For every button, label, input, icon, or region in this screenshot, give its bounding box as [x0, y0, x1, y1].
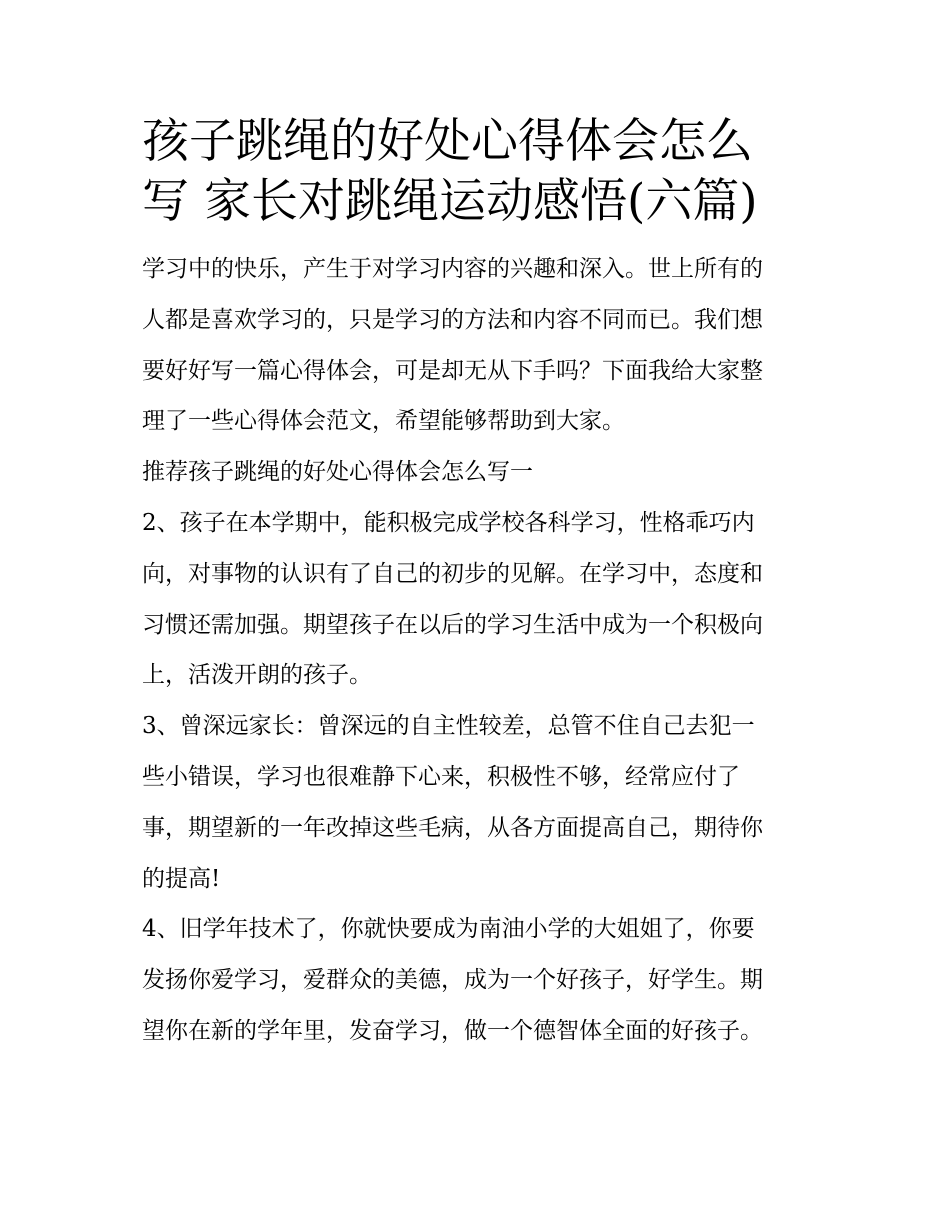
text-line: 要好好写一篇心得体会，可是却无从下手吗？下面我给大家整 — [142, 357, 763, 384]
title-line-2: 写 家长对跳绳运动感悟(六篇) — [142, 174, 758, 229]
text-line: 习惯还需加强。期望孩子在以后的学习生活中成为一个积极向 — [142, 611, 763, 638]
document-page — [142, 112, 814, 1057]
text-line: 发扬你爱学习，爱群众的美德，成为一个好孩子，好学生。期 — [142, 967, 763, 994]
text-line: 望你在新的学年里，发奋学习，做一个德智体全面的好孩子。 — [142, 1017, 763, 1044]
text-line: 理了一些心得体会范文，希望能够帮助到大家。 — [142, 408, 625, 435]
intro-paragraph — [142, 244, 814, 447]
item-3-paragraph — [142, 701, 814, 904]
text-line: 2、孩子在本学期中，能积极完成学校各科学习，性格乖巧内 — [142, 509, 755, 536]
item-4-paragraph — [142, 904, 814, 1056]
text-line: 3、曾深远家长：曾深远的自主性较差，总管不住自己去犯一 — [142, 713, 755, 740]
text-line: 的提高! — [142, 865, 221, 892]
text-line: 事，期望新的一年改掉这些毛病，从各方面提高自己，期待你 — [142, 814, 763, 841]
text-line: 学习中的快乐，产生于对学习内容的兴趣和深入。世上所有的 — [142, 256, 763, 282]
text-line: 4、旧学年技术了，你就快要成为南油小学的大姐姐了，你要 — [142, 916, 755, 943]
text-line: 些小错误，学习也很难静下心来，积极性不够，经常应付了 — [142, 763, 740, 790]
text-line: 上，活泼开朗的孩子。 — [142, 662, 372, 689]
text-line: 推荐孩子跳绳的好处心得体会怎么写一 — [142, 459, 533, 486]
item-2-paragraph — [142, 498, 814, 701]
section-heading — [142, 447, 814, 498]
text-line: 人都是喜欢学习的，只是学习的方法和内容不同而已。我们想 — [142, 306, 763, 333]
document-title — [142, 112, 814, 232]
text-line: 向，对事物的认识有了自己的初步的见解。在学习中，态度和 — [142, 560, 763, 587]
title-line-1: 孩子跳绳的好处心得体会怎么 — [142, 114, 753, 169]
